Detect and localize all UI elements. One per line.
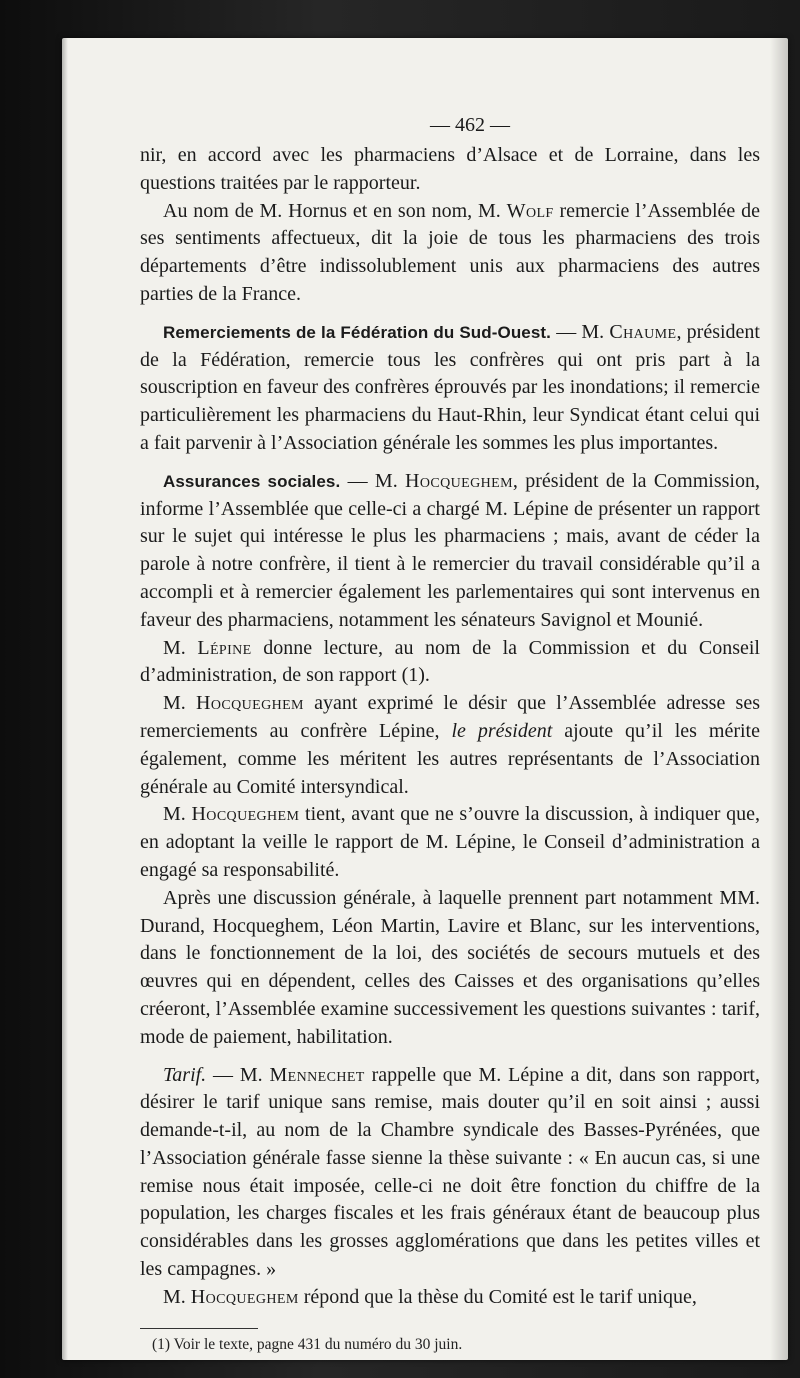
text-run: , président de la Commission, informe l’Assemblée que celle-ci a chargé M. Lépine de présenter un rapport sur le sujet qui intéresse le plus les pharmaciens ; mais, avant de céder la parole à notre confrère, il tient à le remercier du travail considérable qu’il a accompli et à remercier également les parlementaires qui sont intervenus en faveur des pharmaciens, notamment les sénateurs Savignol et Mounié. <box>140 469 760 631</box>
page-text-block <box>140 112 760 1355</box>
paragraph-p7 <box>140 801 760 884</box>
text-run: ajoute qu’il les mérite également, comme les méritent les autres représentants de l’Association générale au Comité intersyndical. <box>140 719 760 798</box>
text-run: M. <box>163 692 197 715</box>
page-left-shadow <box>62 38 68 1360</box>
text-run: répond que la thèse du Comité est le tarif unique, <box>298 1285 697 1308</box>
person-name: Mennechet <box>269 1063 365 1086</box>
paragraph-p10 <box>140 1284 760 1312</box>
paragraph-p6 <box>140 690 760 801</box>
body-text <box>140 142 760 1312</box>
paragraph-p5 <box>140 635 760 691</box>
italic-text: Tarif. <box>163 1063 207 1086</box>
footnote: (1) Voir le texte, pagne 431 du numéro du 30 juin. <box>152 1335 463 1353</box>
text-run: — M. <box>206 1063 270 1086</box>
paragraph-p4 <box>140 468 760 635</box>
page-right-shadow <box>770 38 788 1360</box>
section-heading: Remerciements de la Fédération du Sud-Ouest. <box>163 322 551 342</box>
text-run: donne lecture, au nom de la Commission et du Conseil d’administration, de son rapport (1). <box>140 636 760 687</box>
paragraph-p3 <box>140 319 760 458</box>
text-run: — M. <box>340 469 406 492</box>
italic-text: le président <box>451 719 553 742</box>
person-name: Wolf <box>506 199 554 222</box>
person-name: Lépine <box>197 636 252 659</box>
person-name: Hocqueghem <box>196 692 304 715</box>
text-run: tient, avant que ne s’ouvre la discussion, à indiquer que, en adoptant la veille le rapport de M. Lépine, le Conseil d’administration a engagé sa responsabilité. <box>140 803 760 881</box>
person-name: Hocqueghem <box>405 469 513 492</box>
text-run: , président de la Fédération, remercie tous les confrères qui ont pris part à la souscription en faveur des confrères éprouvés par les inondations; il remercie particulièrement les pharmaciens du Haut-Rhin, leur Syndicat étant celui qui a fait parvenir à l’Association générale les sommes les plus importantes. <box>140 320 760 454</box>
text-run: Après une discussion générale, à laquelle prennent part notamment MM. Durand, Hocqueghem, Léon Martin, Lavire et Blanc, sur les interventions, dans le fonctionnement de la loi, des sociétés de secours mutuels et des œuvres qui en dépendent, celles des Caisses et des organisations qu’elles créeront, l’Assemblée examine successivement les questions suivantes : tarif, mode de paiement, habilitation. <box>140 886 760 1048</box>
text-run: — M. <box>551 320 610 343</box>
paragraph-p2 <box>140 198 760 309</box>
text-run: M. <box>163 636 198 659</box>
person-name: Chaume <box>609 320 677 343</box>
page-number: — 462 — <box>430 114 510 136</box>
text-run: remercie l’Assemblée de ses sentiments affectueux, dit la joie de tous les pharmaciens des trois départements d’être indissolublement unis aux pharmaciens des autres parties de la France. <box>140 199 761 305</box>
text-run: rappelle que M. Lépine a dit, dans son rapport, désirer le tarif unique sans remise, mais douter qu’il en soit ainsi ; aussi demande-t-il, au nom de la Chambre syndicale des Basses-Pyrénées, que l’Association générale fasse sienne la thèse suivante : « En aucun cas, si une remise nous était imposée, celle-ci ne doit être fonction du chiffre de la population, les charges fiscales et les frais généraux étant de beaucoup plus considérables dans les grosses agglomérations que dans les petites villes et les campagnes. » <box>140 1063 760 1281</box>
person-name: Hocqueghem <box>191 803 300 826</box>
text-run: M. <box>163 803 192 826</box>
text-run: M. <box>163 1285 191 1308</box>
footnote-rule <box>140 1328 258 1329</box>
person-name: Hocqueghem <box>190 1285 299 1308</box>
paragraph-p9 <box>140 1062 760 1284</box>
paragraph-p1 <box>140 142 760 198</box>
paragraph-p8 <box>140 885 760 1052</box>
text-run: nir, en accord avec les pharmaciens d’Alsace et de Lorraine, dans les questions traitées par le rapporteur. <box>140 144 760 194</box>
text-run: ayant exprimé le désir que l’Assemblée adresse ses remerciements au confrère Lépine, <box>140 692 760 742</box>
section-heading: Assurances sociales. <box>163 471 341 491</box>
text-run: Au nom de M. Hornus et en son nom, M. <box>163 199 507 222</box>
